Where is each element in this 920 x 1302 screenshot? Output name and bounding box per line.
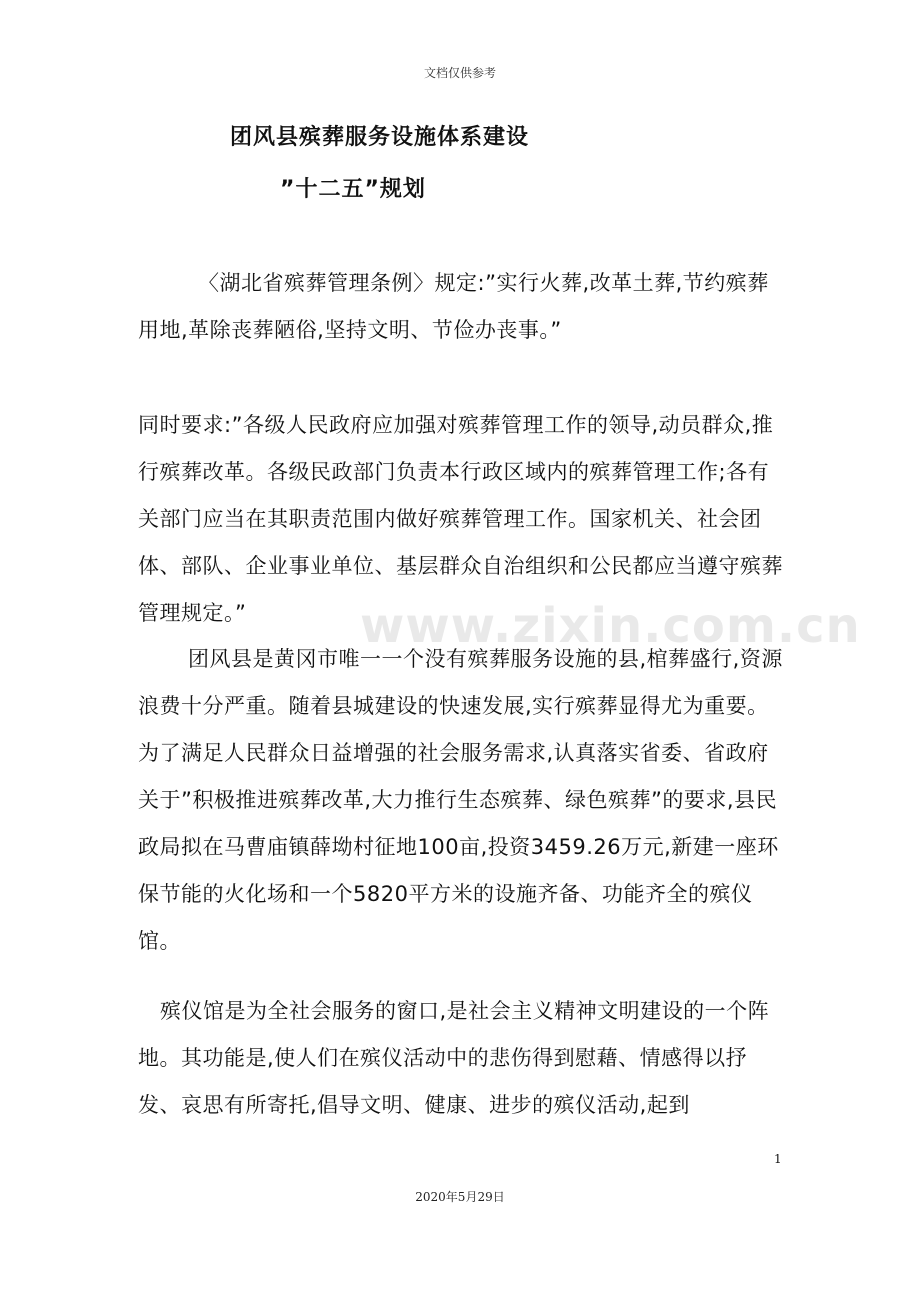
paragraph-funeral-home-function: 殡仪馆是为全社会服务的窗口,是社会主义精神文明建设的一个阵地。其功能是,使人们在殡仪活动中的悲伤得到慰藉、情感得以抒发、哀思有所寄托,倡导文明、健康、进步的殡仪活动,起到 xyxy=(138,999,770,1117)
watermark: www.zixin.com.cn xyxy=(360,598,861,654)
page-number: 1 xyxy=(774,1152,782,1166)
header-note: 文档仅供参考 xyxy=(423,66,496,80)
footer-date: 2020年5月29日 xyxy=(415,1190,505,1204)
paragraph-county-status: 团风县是黄冈市唯一一个没有殡葬服务设施的县,棺葬盛行,资源浪费十分严重。随着县城建设的快速发展,实行殡葬显得尤为重要。为了满足人民群众日益增强的社会服务需求,认真落实省委、省政府关于”积极推进殡葬改革,大力推行生态殡葬、绿色殡葬”的要求,县民政局拟在马曹庙镇薛坳村征地100亩,投资3459.26万元,新建一座环保节能的火化场和一个5820平方米的设施齐备、功能齐全的殡仪馆。 xyxy=(138,647,783,953)
paragraph-requirements: 同时要求:”各级人民政府应加强对殡葬管理工作的领导,动员群众,推行殡葬改革。各级民政部门负责本行政区域内的殡葬管理工作;各有关部门应当在其职责范围内做好殡葬管理工作。国家机关、社会团体、部队、企业事业单位、基层群众自治组织和公民都应当遵守殡葬管理规定。” xyxy=(138,413,783,625)
document-title-line2: ”十二五”规划 xyxy=(280,177,426,202)
paragraph-regulation: 〈湖北省殡葬管理条例〉规定:”实行火葬,改革土葬,节约殡葬用地,革除丧葬陋俗,坚持文明、节俭办丧事。” xyxy=(138,271,769,342)
document-title-line1: 团风县殡葬服务设施体系建设 xyxy=(230,125,530,150)
